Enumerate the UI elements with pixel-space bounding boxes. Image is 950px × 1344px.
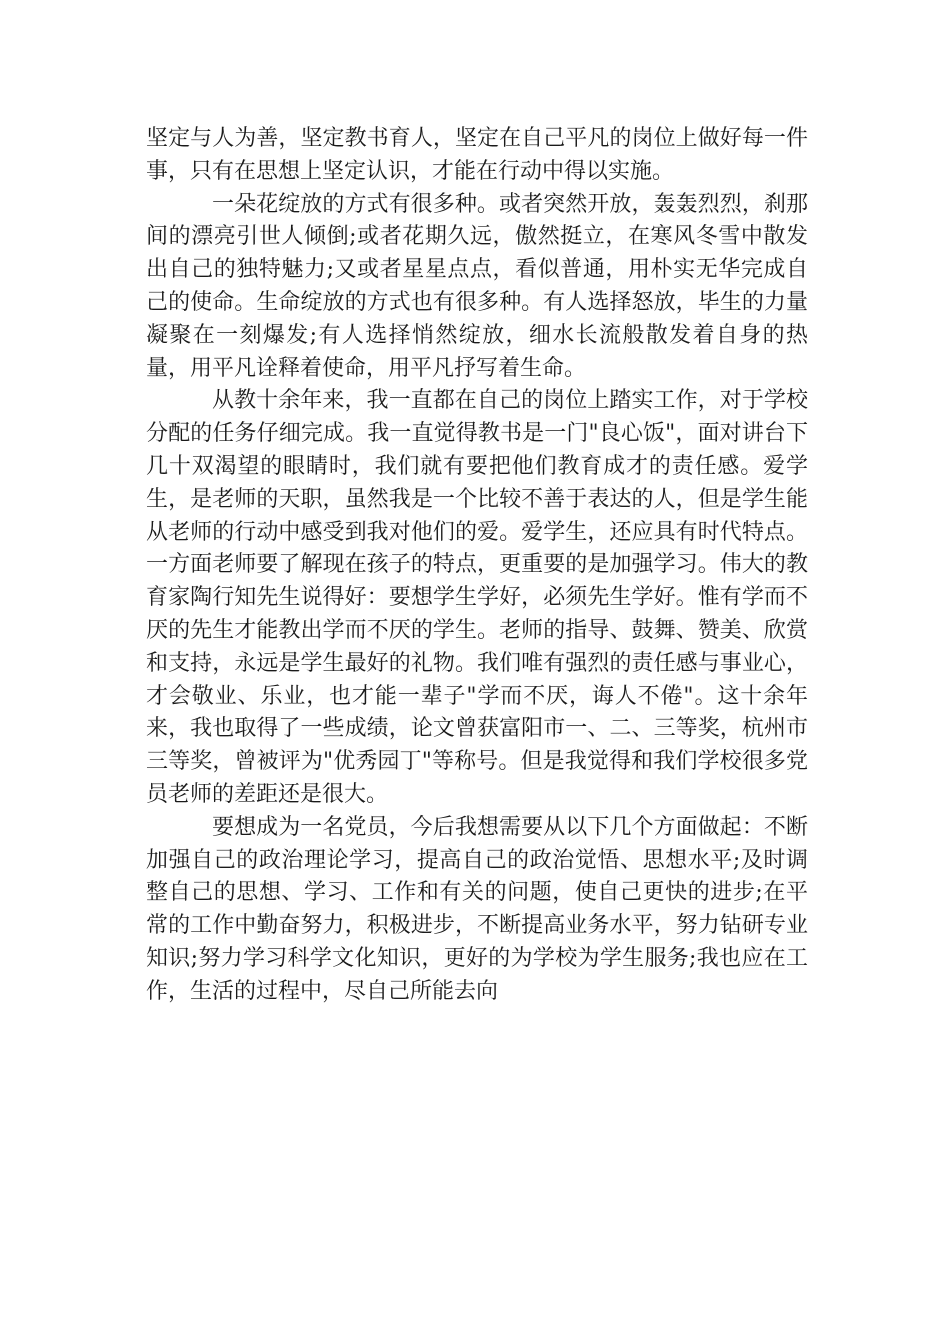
paragraph-2: 一朵花绽放的方式有很多种。或者突然开放，轰轰烈烈，刹那间的漂亮引世人倾倒;或者花期久远，傲然挺立，在寒风冬雪中散发出自己的独特魅力;又或者星星点点，看似普通，用朴实无华完成自己的使命。生命绽放的方式也有很多种。有人选择怒放，毕生的力量凝聚在一刻爆发;有人选择悄然绽放，细水长流般散发着自身的热量，用平凡诠释着使命，用平凡抒写着生命。 bbox=[146, 191, 808, 381]
document-body bbox=[146, 123, 808, 1009]
paragraph-1: 坚定与人为善，坚定教书育人，坚定在自己平凡的岗位上做好每一件事，只有在思想上坚定认识，才能在行动中得以实施。 bbox=[146, 126, 808, 184]
paragraph-3: 从教十余年来，我一直都在自己的岗位上踏实工作，对于学校分配的任务仔细完成。我一直觉得教书是一门"良心饭"，面对讲台下几十双渴望的眼睛时，我们就有要把他们教育成才的责任感。爱学生，是老师的天职，虽然我是一个比较不善于表达的人，但是学生能从老师的行动中感受到我对他们的爱。爱学生，还应具有时代特点。一方面老师要了解现在孩子的特点，更重要的是加强学习。伟大的教育家陶行知先生说得好：要想学生学好，必须先生学好。惟有学而不厌的先生才能教出学而不厌的学生。老师的指导、鼓舞、赞美、欣赏和支持，永远是学生最好的礼物。我们唯有强烈的责任感与事业心，才会敬业、乐业，也才能一辈子"学而不厌，诲人不倦"。这十余年来，我也取得了一些成绩，论文曾获富阳市一、二、三等奖，杭州市三等奖，曾被评为"优秀园丁"等称号。但是我觉得和我们学校很多党员老师的差距还是很大。 bbox=[146, 388, 808, 807]
paragraph-4: 要想成为一名党员，今后我想需要从以下几个方面做起：不断加强自己的政治理论学习，提高自己的政治觉悟、思想水平;及时调整自己的思想、学习、工作和有关的问题，使自己更快的进步;在平常的工作中勤奋努力，积极进步，不断提高业务水平，努力钻研专业知识;努力学习科学文化知识，更好的为学校为学生服务;我也应在工作，生活的过程中，尽自己所能去向 bbox=[146, 814, 808, 1004]
